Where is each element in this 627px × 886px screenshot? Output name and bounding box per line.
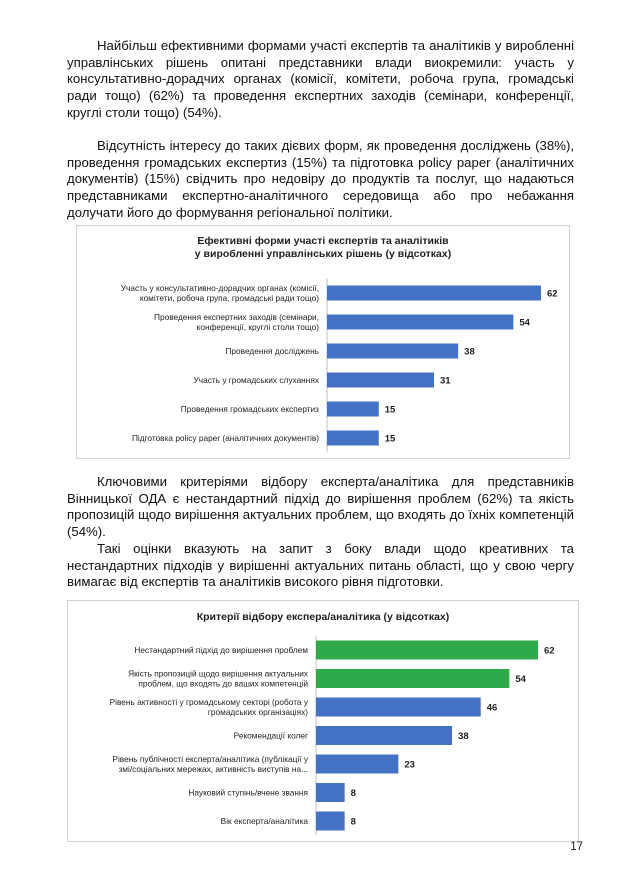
criteria-category-label-1: Нестандартний підхід до вирішення проблем: [134, 645, 308, 655]
chart-selection-criteria: [67, 600, 579, 842]
forms-chart-title: у виробленні управлінських рішень (у відсотках): [194, 248, 452, 260]
criteria-bar-5: [316, 755, 398, 774]
criteria-category-label-5: Рівень публічності експерта/аналітика (публікації у: [112, 754, 308, 764]
criteria-bar-6: [316, 783, 345, 802]
criteria-chart-title: Критерії відбору експера/аналітика (у відсотках): [196, 611, 450, 623]
forms-category-label-2: Проведення експертних заходів (семінари,: [154, 312, 319, 322]
forms-category-label-3: Проведення досліджень: [225, 346, 319, 356]
forms-bar-4: [327, 373, 434, 388]
forms-category-label-1: Участь у консультативно-дорадчих органах (комісії,: [120, 283, 319, 293]
paragraph-4: Такі оцінки вказують на запит з боку влади щодо креативних та нестандартних підходів у вирішенні актуальних питань області, що у свою чергу вимагає від експертів та аналітиків високого рівня підготовки.: [67, 541, 574, 590]
paragraph-1: Найбільш ефективними формами участі експертів та аналітиків у виробленні управлінських рішень опитані представники влади виокремили: участь у консультативно-дорадчих органах (комісії, комітети, робоча група, громадські ради тощо) (62%) та проведення експертних заходів (семінари, конференції, круглі столи тощо) (54%).: [67, 38, 574, 120]
chart-selection-criteria-svg: [68, 601, 578, 841]
criteria-category-label-7: Вік експерта/аналітика: [220, 816, 308, 826]
forms-value-label-1: 62: [547, 288, 558, 300]
forms-bar-2: [327, 315, 513, 330]
criteria-category-label-5: змі/соціальних мережах, активність виступів на...: [118, 764, 308, 774]
forms-category-label-1: комітети, робоча група, громадські ради тощо): [139, 293, 319, 303]
criteria-bar-4: [316, 726, 452, 745]
criteria-bar-3: [316, 698, 481, 717]
criteria-category-label-2: Якість пропозицій щодо вирішення актуальних: [128, 668, 308, 679]
forms-bar-5: [327, 402, 379, 417]
page-number: 17: [570, 841, 583, 853]
criteria-value-label-4: 38: [458, 731, 469, 742]
criteria-category-label-4: Рекомендації колег: [233, 730, 308, 741]
forms-category-label-2: конференції, круглі столи тощо): [196, 322, 319, 332]
criteria-category-label-3: громадських організаціях): [207, 707, 308, 717]
criteria-value-label-2: 54: [515, 674, 526, 685]
criteria-category-label-6: Науковий ступінь/вчене звання: [188, 787, 308, 798]
criteria-value-label-1: 62: [544, 645, 555, 657]
forms-bar-1: [327, 286, 541, 301]
chart-effective-forms-svg: [77, 226, 569, 458]
criteria-bar-2: [316, 669, 509, 688]
forms-value-label-6: 15: [384, 433, 396, 445]
forms-category-label-4: Участь у громадських слуханнях: [193, 375, 319, 385]
forms-category-label-5: Проведення громадських експертиз: [180, 404, 319, 414]
forms-value-label-3: 38: [464, 346, 475, 358]
criteria-value-label-6: 8: [350, 788, 356, 799]
forms-value-label-4: 31: [440, 375, 451, 387]
criteria-bar-1: [316, 641, 538, 660]
criteria-value-label-3: 46: [486, 702, 498, 714]
paragraph-3: Ключовими критеріями відбору експерта/аналітика для представників Вінницької ОДА є нестандартний підхід до вирішення проблем (62%) та якість пропозицій щодо вирішення актуальних проблем, що входять до їхніх компетенцій (54%).: [67, 474, 574, 540]
criteria-category-label-2: проблем, що входять до ваших компетенцій: [138, 678, 308, 689]
chart-effective-forms: [76, 225, 570, 459]
criteria-value-label-7: 8: [350, 816, 356, 828]
forms-value-label-5: 15: [384, 404, 396, 416]
forms-chart-title: Ефективні форми участі експертів та аналітиків: [197, 235, 449, 247]
forms-value-label-2: 54: [519, 317, 530, 329]
paragraph-2: Відсутність інтересу до таких дієвих форм, як проведення досліджень (38%), проведення громадських експертиз (15%) та підготовка policy paper (аналітичних документів) (15%) свідчить про недовіру до продуктів та послуг, що надаються представниками експертно-аналітичного середовища або про небажання долучати його до формування регіональної політики.: [67, 138, 574, 220]
criteria-category-label-3: Рівень активності у громадському секторі (робота у: [109, 697, 308, 707]
forms-bar-6: [327, 431, 379, 446]
criteria-value-label-5: 23: [404, 759, 415, 771]
forms-category-label-6: Підготовка policy paper (аналітичних документів): [131, 433, 319, 443]
forms-bar-3: [327, 344, 458, 359]
criteria-bar-7: [316, 812, 345, 831]
